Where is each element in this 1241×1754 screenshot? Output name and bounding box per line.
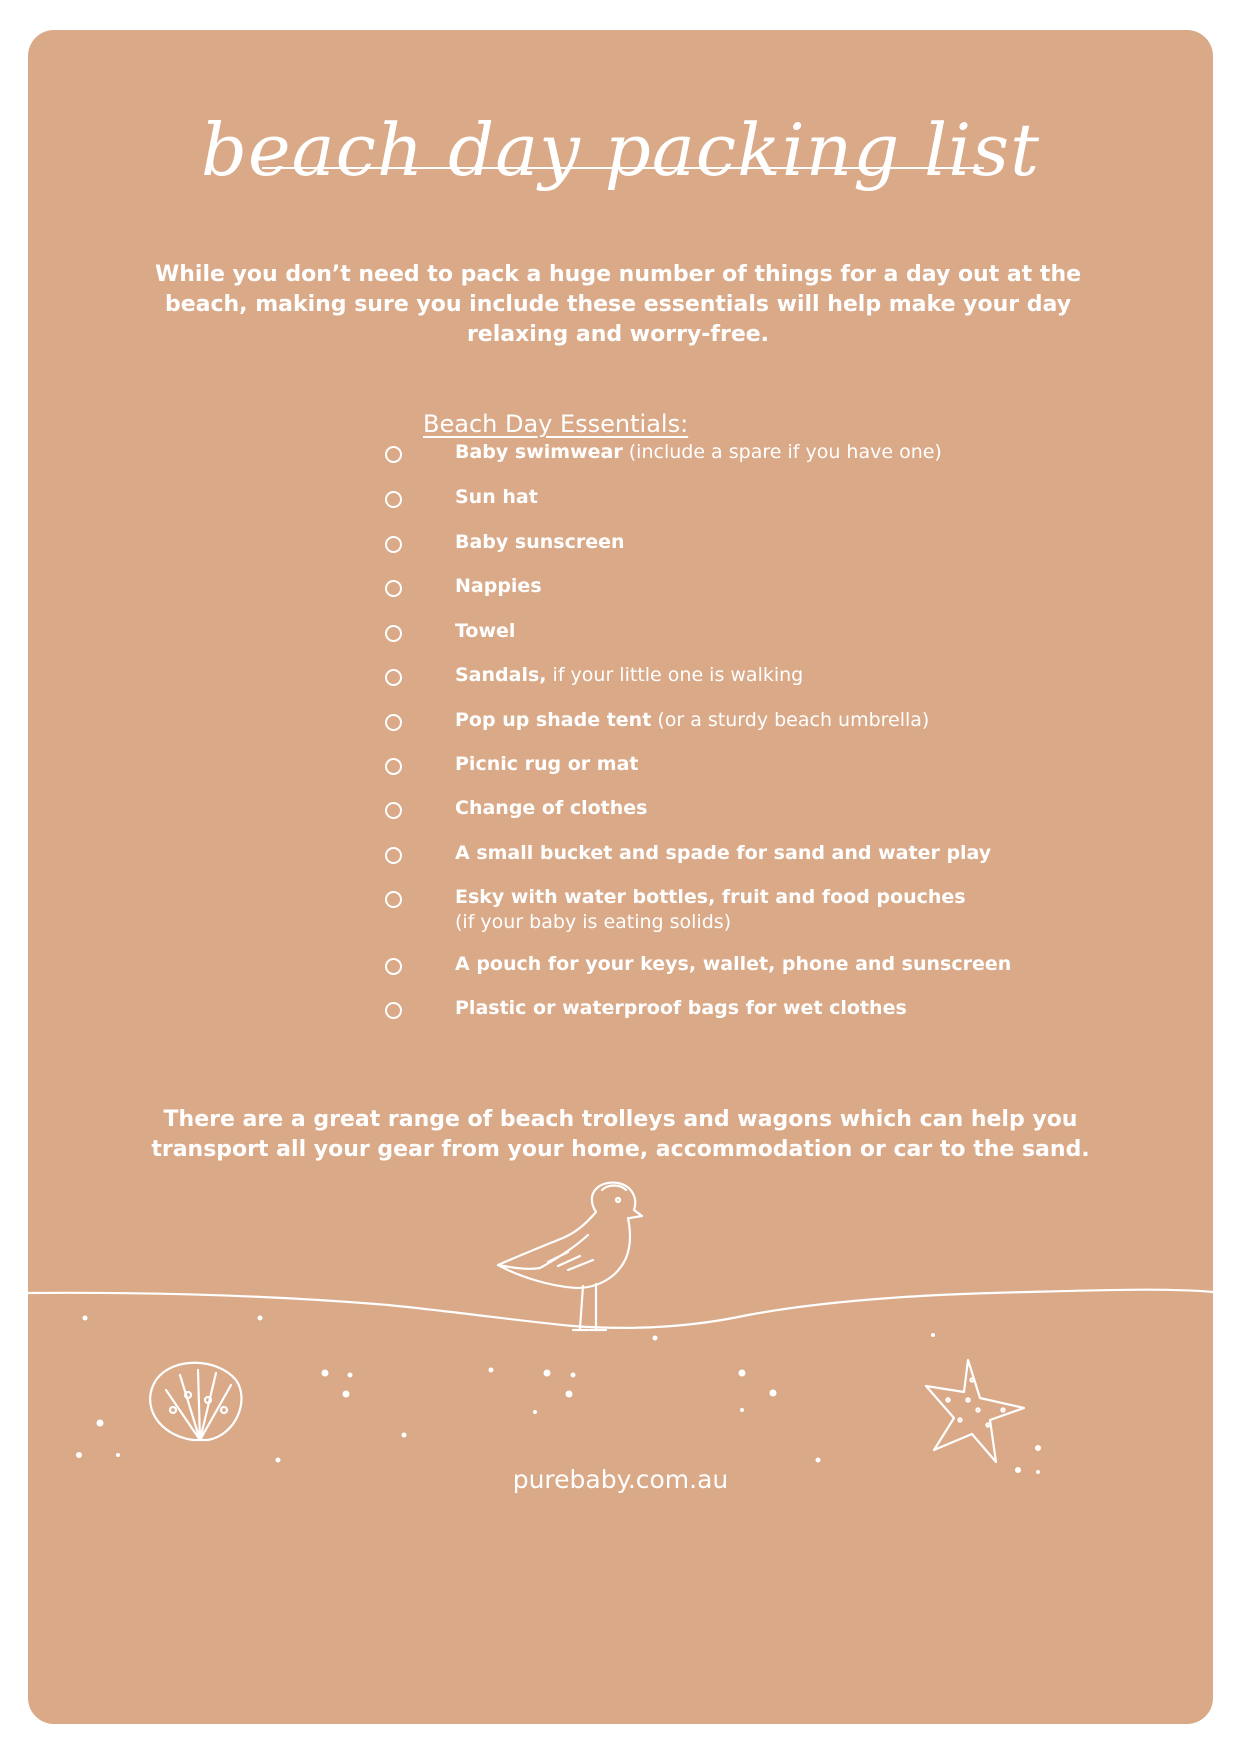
item-label: Sun hat (455, 486, 538, 508)
item-label: Baby swimwear (455, 441, 623, 463)
shoreline-line (28, 1290, 1213, 1328)
seagull-icon (498, 1183, 642, 1330)
outro-paragraph: There are a great range of beach trolleys and wagons which can help you transport all your gear from your home, accommodation or car to the sand. (151, 1107, 1090, 1162)
sand-dots (76, 1316, 1041, 1475)
item-subnote: (if your baby is eating solids) (455, 911, 732, 933)
item-label: Esky with water bottles, fruit and food pouches (455, 886, 966, 908)
item-label: Change of clothes (455, 797, 648, 819)
footer-website[interactable]: purebaby.com.au (512, 1465, 729, 1494)
item-label: Plastic or waterproof bags for wet clothes (455, 997, 907, 1019)
item-note: (or a sturdy beach umbrella) (651, 709, 930, 731)
page-card (28, 30, 1213, 1724)
intro-paragraph: While you don’t need to pack a huge number of things for a day out at the beach, making sure you include these essentials will help make your day relaxing and worry-free. (154, 262, 1082, 347)
item-label: A pouch for your keys, wallet, phone and sunscreen (455, 953, 1012, 975)
item-label: Baby sunscreen (455, 531, 625, 553)
item-label: Nappies (455, 575, 542, 597)
item-label: Sandals, (455, 664, 547, 686)
item-label: Picnic rug or mat (455, 753, 639, 775)
item-label: Pop up shade tent (455, 709, 652, 731)
seashell-icon (150, 1363, 241, 1440)
item-note: (include a spare if you have one) (622, 441, 942, 463)
section-heading: Beach Day Essentials: (423, 410, 689, 438)
item-label: A small bucket and spade for sand and water play (455, 842, 992, 864)
starfish-icon (926, 1360, 1024, 1462)
item-note: if your little one is walking (546, 664, 804, 686)
item-label: Towel (455, 620, 516, 642)
page-title: beach day packing list (200, 108, 1041, 192)
